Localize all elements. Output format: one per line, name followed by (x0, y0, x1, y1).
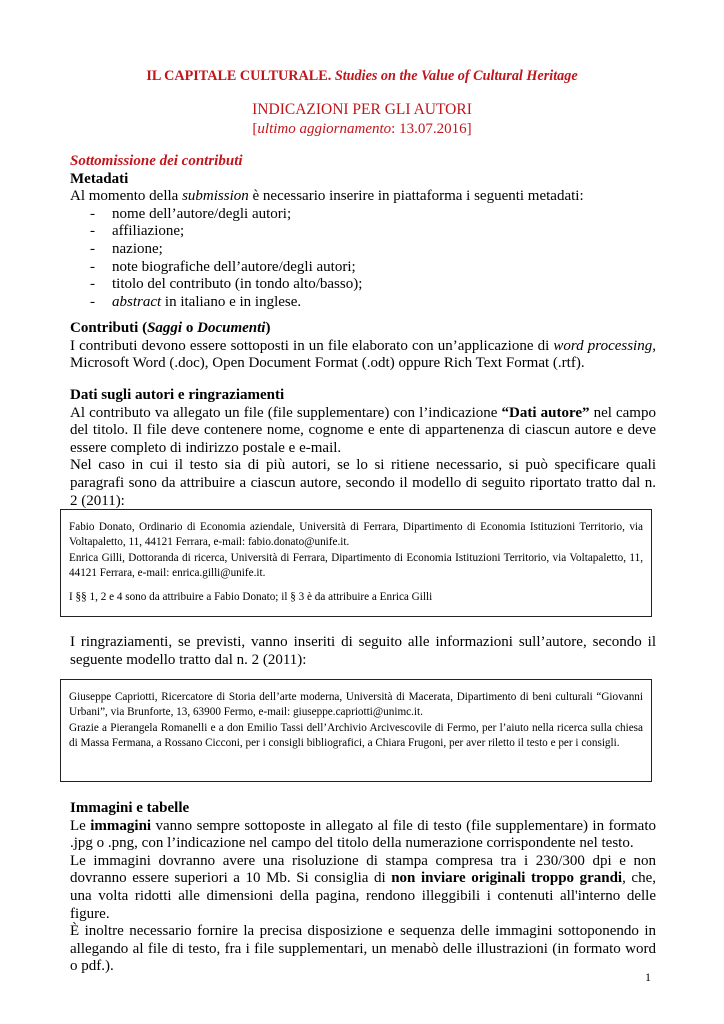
example-author: Giuseppe Capriotti, Ricercatore di Storia dell’arte moderna, Università di Macerata, Dipartimento di beni culturali “Giovanni Urbani”, via Brunforte, 13, 63900 Fermo, e-mail: giuseppe.capriotti@unimc.it. (69, 691, 643, 719)
immagini-paragraph-2: Le immagini dovranno avere una risoluzione di stampa compresa tra i 230/300 dpi e non dovranno essere superiori a 10 Mb. Si consiglia di non inviare originali troppo grandi, che, una volta ridotti alle dimensioni della pagina, rendono illeggibili i contenuti all'interno delle figure. (70, 852, 656, 922)
immagini-paragraph-1: Le immagini vanno sempre sottoposte in allegato al file di testo (file supplementare) in formato .jpg o .png, con l’indicazione nel campo del titolo della numerazione corrispondente nel testo. (70, 817, 656, 852)
author-example-box (60, 509, 652, 617)
metadata-heading: Metadati (70, 170, 129, 187)
immagini-paragraph-3: È inoltre necessario fornire la precisa disposizione e sequenza delle immagini sottoponendo in allegando al file di testo, fra i file supplementari, un menabò delle illustrazioni (in formato word o pdf.). (70, 923, 656, 975)
list-item: - nome dell’autore/degli autori; (70, 206, 656, 224)
dati-heading: Dati sugli autori e ringraziamenti (70, 387, 285, 403)
dati-paragraph-2: Nel caso in cui il testo sia di più autori, se lo si ritiene necessario, si può specificare quali paragrafi sono da attribuire a ciascun autore, secondo il modello di seguito riportato tratto dal n. 2 (2011): (70, 457, 656, 509)
list-item: - titolo del contributo (in tondo alto/basso); (70, 276, 656, 294)
dati-section (70, 387, 656, 510)
page-number: 1 (645, 970, 651, 984)
contributi-text: I contributi devono essere sottoposti in un file elaborato con un’applicazione di word processing, Microsoft Word (.doc), Open Document Format (.odt) oppure Rich Text Format (.rtf). (70, 337, 656, 372)
acknowledgment-example-box (60, 679, 652, 782)
update-date: [ultimo aggiornamento: 13.07.2016] (252, 121, 472, 137)
ringraziamenti-text: I ringraziamenti, se previsti, vanno inseriti di seguito alle informazioni sull’autore, secondo il seguente modello tratto dal n. 2 (2011): (70, 634, 656, 668)
list-item: - affiliazione; (70, 223, 656, 241)
contributi-heading: Contributi (Saggi o Documenti) (70, 320, 271, 336)
list-item: - abstract in italiano e in inglese. (70, 294, 656, 312)
contributi-section (70, 320, 656, 373)
dati-paragraph-1: Al contributo va allegato un file (file supplementare) con l’indicazione “Dati autore” nel campo del titolo. Il file deve contenere nome, cognome e ente di appartenenza di ciascun autore e deve essere completo di indirizzo postale e e-mail. (70, 404, 656, 456)
metadata-intro: Al momento della submission è necessario inserire in piattaforma i seguenti metadati: (70, 188, 584, 205)
submission-section (70, 153, 656, 311)
section-title: Sottomissione dei contributi (70, 153, 243, 169)
ringraziamenti-section (70, 634, 656, 669)
example-attribution: I §§ 1, 2 e 4 sono da attribuire a Fabio Donato; il § 3 è da attribuire a Enrica Gilli (69, 591, 433, 604)
immagini-heading: Immagini e tabelle (70, 800, 190, 816)
example-thanks: Grazie a Pierangela Romanelli e a don Emilio Tassi dell’Archivio Arcivescovile di Fermo, per l’aiuto nella ricerca sulla chiesa di Massa Fermana, a Rossano Cicconi, per i consigli bibliografici, a Chiara Frugoni, per aver riletto il testo e per i consigli. (69, 721, 643, 749)
journal-title: IL CAPITALE CULTURALE. Studies on the Value of Cultural Heritage (146, 68, 578, 84)
list-item: - note biografiche dell’autore/degli autori; (70, 259, 656, 277)
page-title: INDICAZIONI PER GLI AUTORI (252, 101, 472, 118)
list-item: - nazione; (70, 241, 656, 259)
example-author-1: Fabio Donato, Ordinario di Economia aziendale, Università di Ferrara, Dipartimento di Economia Istituzioni Territorio, via Voltapaletto, 11, 44121 Ferrara, e-mail: fabio.donato@unife.it. (69, 521, 643, 549)
metadata-list (70, 206, 656, 312)
example-author-2: Enrica Gilli, Dottoranda di ricerca, Università di Ferrara, Dipartimento di Economia Istituzioni Territorio, via Voltapaletto, 11, 44121 Ferrara, e-mail: enrica.gilli@unife.it. (69, 551, 643, 579)
immagini-section (70, 800, 656, 976)
